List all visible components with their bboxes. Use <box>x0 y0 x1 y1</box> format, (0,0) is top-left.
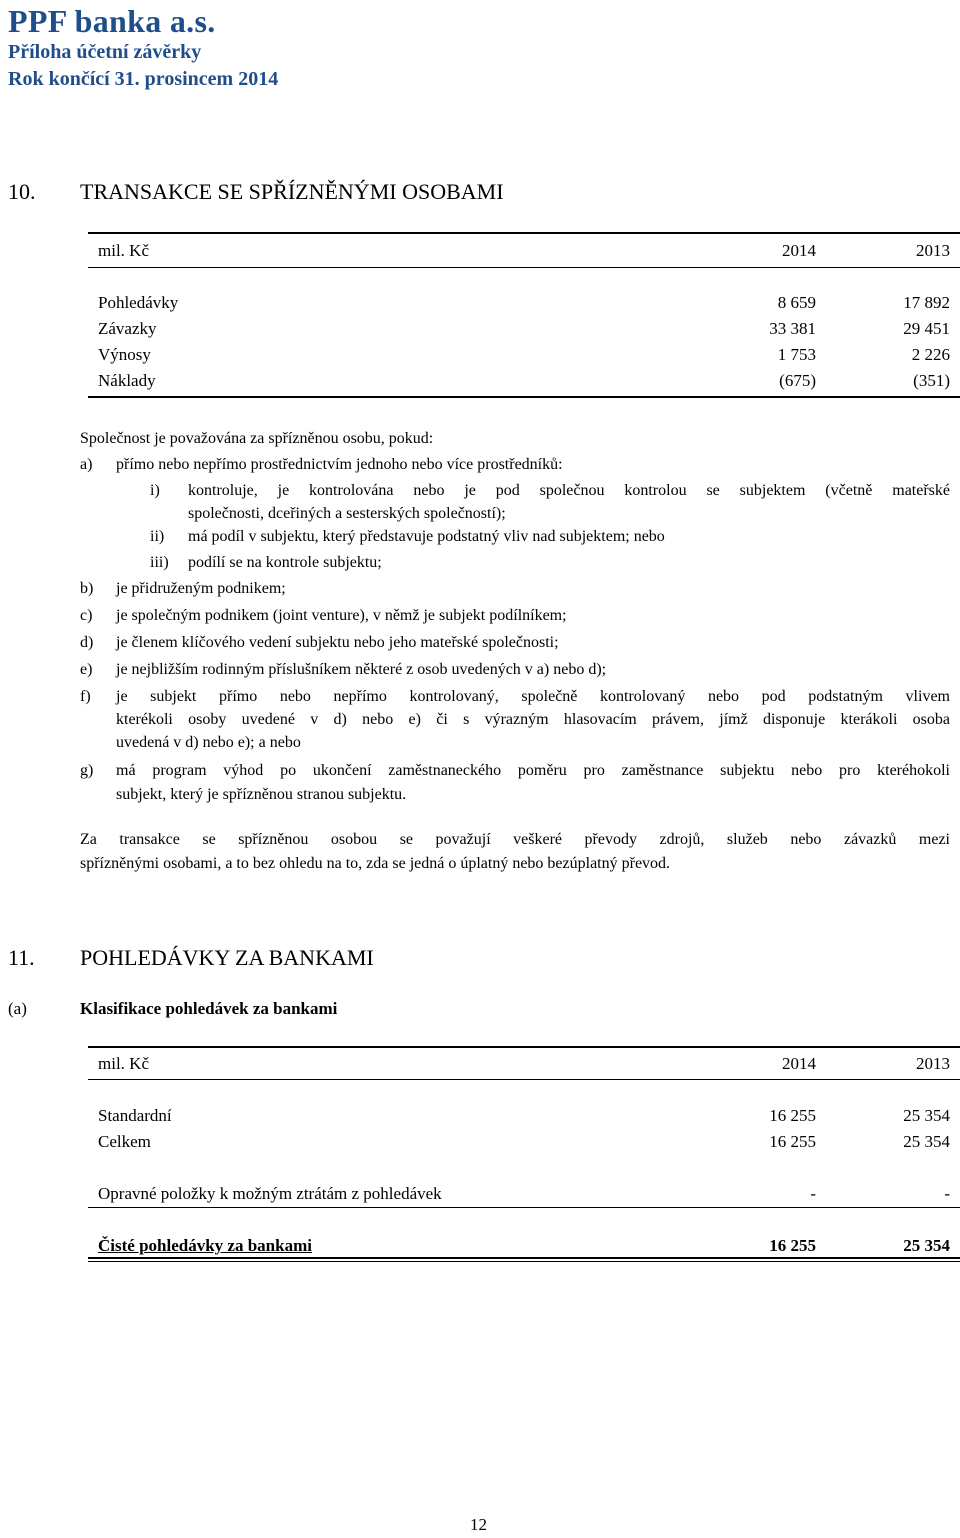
item-text-continued: uvedená v d) nebo e); a nebo <box>116 734 301 751</box>
row-value-2013: 17 892 <box>903 293 950 312</box>
item-text: je přidruženým podnikem; <box>116 580 286 597</box>
subsection-marker: (a) <box>8 999 27 1018</box>
subsection-title: Klasifikace pohledávek za bankami <box>80 999 338 1018</box>
item-marker: d) <box>80 634 94 651</box>
table-top-rule <box>88 1046 960 1048</box>
row-value-2014: (675) <box>779 371 816 390</box>
item-marker: g) <box>80 762 94 779</box>
row-value-2014: 16 255 <box>769 1132 816 1151</box>
subitem-text: má podíl v subjektu, který představuje podstatný vliv nad subjektem; nebo <box>188 528 665 545</box>
subitem-text: podílí se na kontrole subjektu; <box>188 554 382 571</box>
page-number: 12 <box>470 1515 487 1534</box>
table-header-rule <box>88 1079 960 1080</box>
item-text: je subjekt přímo nebo nepřímo kontrolovaný, společně kontrolovaný nebo pod podstatným vlivem <box>116 688 950 705</box>
row-value-2013: 2 226 <box>911 345 950 364</box>
subitem-marker: ii) <box>150 528 165 545</box>
item-marker: e) <box>80 661 93 678</box>
table-year-2013: 2013 <box>916 241 950 260</box>
item-text: je nejbližším rodinným příslušníkem některé z osob uvedených v a) nebo d); <box>116 661 607 678</box>
row-value-2014: 1 753 <box>777 345 816 364</box>
table-bottom-rule-2 <box>88 1261 960 1262</box>
item-marker: b) <box>80 580 94 597</box>
row-label: Závazky <box>98 319 157 338</box>
item-text: přímo nebo nepřímo prostřednictvím jednoho nebo více prostředníků: <box>116 456 563 473</box>
row-value-2014: 33 381 <box>769 319 816 338</box>
table-bottom-rule <box>88 396 960 398</box>
subitem-marker: iii) <box>150 554 169 571</box>
item-marker: f) <box>80 688 91 705</box>
row-value-2014: 16 255 <box>769 1106 816 1125</box>
table-top-rule <box>88 232 960 234</box>
subitem-text-continued: společnosti, dceřiných a sesterských společností); <box>188 505 506 522</box>
total-value-2013: 25 354 <box>903 1236 950 1255</box>
item-text-continued: subjekt, který je spřízněnou stranou subjektu. <box>116 786 407 803</box>
row-value-2014: - <box>810 1184 816 1203</box>
closing-paragraph-line2: spřízněnými osobami, a to bez ohledu na to, zda se jedná o úplatný nebo bezúplatný převod. <box>80 855 671 872</box>
definition-intro: Společnost je považována za spřízněnou osobu, pokud: <box>80 430 434 447</box>
table-header-rule <box>88 267 960 268</box>
row-label: Standardní <box>98 1106 172 1125</box>
subitem-marker: i) <box>150 482 160 499</box>
row-label: Opravné položky k možným ztrátám z pohledávek <box>98 1184 442 1203</box>
table-unit-label: mil. Kč <box>98 241 149 260</box>
row-value-2014: 8 659 <box>777 293 816 312</box>
section-11-title: POHLEDÁVKY ZA BANKAMI <box>80 945 374 970</box>
row-value-2013: - <box>944 1184 950 1203</box>
row-value-2013: (351) <box>913 371 950 390</box>
item-text-continued: kterékoli osoby uvedené v d) nebo e) či s výrazným hlasovacím právem, jímž disponuje kterákoli osoba <box>116 711 950 728</box>
total-value-2014: 16 255 <box>769 1236 816 1255</box>
item-marker: c) <box>80 607 93 624</box>
row-label: Výnosy <box>98 345 151 364</box>
item-text: má program výhod po ukončení zaměstnaneckého poměru pro zaměstnance subjektu nebo pro kteréhokoli <box>116 762 950 779</box>
item-marker: a) <box>80 456 93 473</box>
table-year-2014: 2014 <box>782 1054 816 1073</box>
item-text: je společným podnikem (joint venture), v němž je subjekt podílníkem; <box>116 607 567 624</box>
row-label: Pohledávky <box>98 293 179 312</box>
subitem-text: kontroluje, je kontrolována nebo je pod společnou kontrolou se subjektem (včetně mateřské <box>188 482 950 499</box>
row-value-2013: 29 451 <box>903 319 950 338</box>
section-11-number: 11. <box>8 945 35 970</box>
table-year-2013: 2013 <box>916 1054 950 1073</box>
row-label: Náklady <box>98 371 156 390</box>
section-10-title: TRANSAKCE SE SPŘÍZNĚNÝMI OSOBAMI <box>80 179 504 204</box>
subtotal-rule <box>88 1207 960 1208</box>
row-value-2013: 25 354 <box>903 1132 950 1151</box>
table-bottom-rule-1 <box>88 1257 960 1259</box>
total-label: Čisté pohledávky za bankami <box>98 1236 312 1255</box>
table-year-2014: 2014 <box>782 241 816 260</box>
row-label: Celkem <box>98 1132 151 1151</box>
table-unit-label: mil. Kč <box>98 1054 149 1073</box>
item-text: je členem klíčového vedení subjektu nebo jeho mateřské společnosti; <box>116 634 559 651</box>
closing-paragraph-line1: Za transakce se spřízněnou osobou se považují veškeré převody zdrojů, služeb nebo závazků mezi <box>80 831 950 848</box>
company-name: PPF banka a.s. <box>8 3 216 39</box>
document-subtitle: Příloha účetní závěrky <box>8 41 202 63</box>
reporting-period: Rok končící 31. prosincem 2014 <box>8 68 279 90</box>
row-value-2013: 25 354 <box>903 1106 950 1125</box>
section-10-number: 10. <box>8 179 36 204</box>
